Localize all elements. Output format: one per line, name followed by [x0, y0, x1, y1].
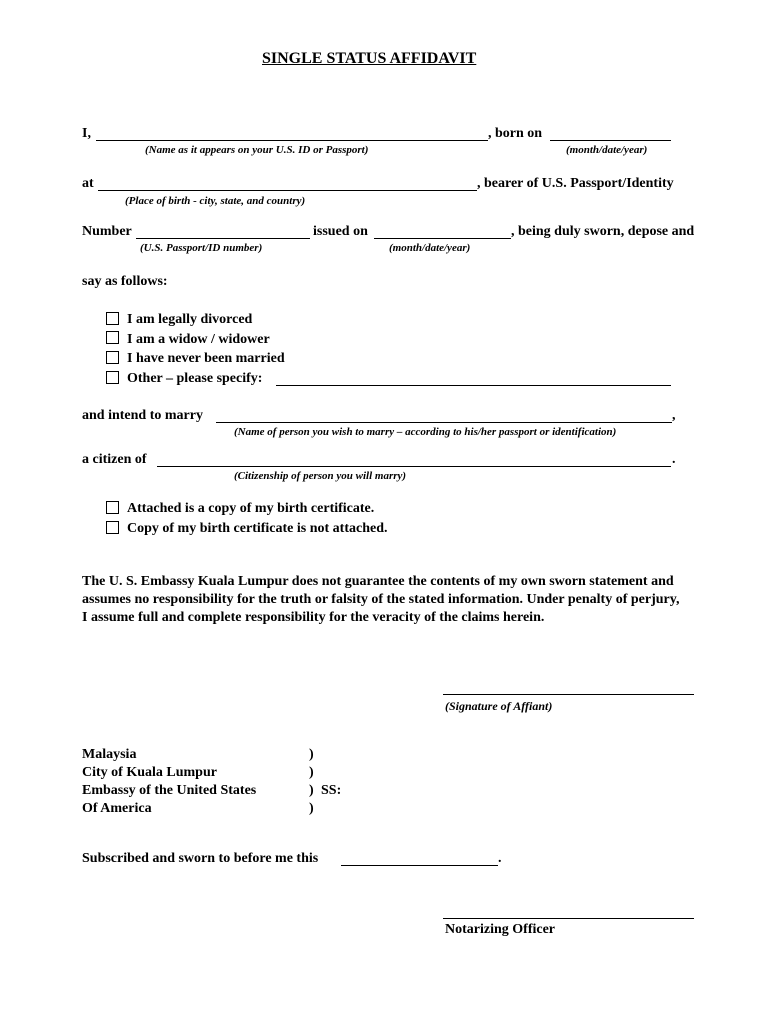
place-prefix-label: at	[82, 176, 94, 191]
widow-label: I am a widow / widower	[127, 332, 270, 347]
birth-date-caption: (month/date/year)	[566, 144, 648, 156]
disclaimer-paragraph: The U. S. Embassy Kuala Lumpur does not guarantee the contents of my own sworn statement and assumes no responsibility for the truth or falsity of the stated information. Under penalty of perjury, I assume full and complete responsibility for the veracity of the claims herein.	[82, 574, 680, 625]
issue-date-field[interactable]	[374, 226, 511, 239]
venue-paren: )	[309, 747, 314, 762]
venue-city: City of Kuala Lumpur	[82, 765, 217, 780]
citizenship-field[interactable]	[157, 454, 671, 467]
certificate-not-attached-label: Copy of my birth certificate is not attached.	[127, 521, 388, 536]
citizenship-caption: (Citizenship of person you will marry)	[234, 470, 407, 482]
never-married-label: I have never been married	[127, 351, 285, 366]
notary-signature-line[interactable]	[443, 918, 694, 919]
venue-country: Malaysia	[82, 747, 137, 762]
place-of-birth-field[interactable]	[98, 178, 477, 191]
other-label: Other – please specify:	[127, 371, 263, 386]
venue-paren: )	[309, 801, 314, 816]
affiant-signature-line[interactable]	[443, 694, 694, 695]
spouse-name-field[interactable]	[216, 410, 672, 423]
issue-date-caption: (month/date/year)	[389, 242, 471, 254]
birth-date-field[interactable]	[550, 128, 671, 141]
issued-on-label: issued on	[313, 224, 368, 239]
passport-number-field[interactable]	[136, 226, 310, 239]
marry-comma: ,	[672, 408, 676, 423]
citizen-label: a citizen of	[82, 452, 147, 467]
page-title: SINGLE STATUS AFFIDAVIT	[262, 50, 477, 67]
divorced-label: I am legally divorced	[127, 312, 253, 327]
marry-label: and intend to marry	[82, 408, 203, 423]
certificate-attached-label: Attached is a copy of my birth certificate.	[127, 501, 375, 516]
place-caption: (Place of birth - city, state, and country)	[125, 195, 306, 207]
name-caption: (Name as it appears on your U.S. ID or Passport)	[145, 144, 369, 156]
venue-paren: )	[309, 765, 314, 780]
certificate-not-attached-checkbox[interactable]	[106, 521, 119, 534]
spouse-name-caption: (Name of person you wish to marry – according to his/her passport or identification)	[234, 426, 617, 438]
number-prefix-label: Number	[82, 224, 132, 239]
name-field[interactable]	[96, 128, 488, 141]
bearer-label: , bearer of U.S. Passport/Identity	[477, 176, 674, 191]
sworn-date-field[interactable]	[341, 853, 498, 866]
notary-label: Notarizing Officer	[445, 922, 556, 937]
venue-embassy: Embassy of the United States	[82, 783, 257, 798]
certificate-attached-checkbox[interactable]	[106, 501, 119, 514]
venue-ss: SS:	[321, 783, 342, 798]
never-married-checkbox[interactable]	[106, 351, 119, 364]
born-on-label: , born on	[488, 126, 543, 141]
venue-paren: )	[309, 783, 314, 798]
venue-america: Of America	[82, 801, 152, 816]
say-as-follows-label: say as follows:	[82, 274, 168, 289]
name-prefix-label: I,	[82, 126, 91, 141]
other-specify-field[interactable]	[276, 373, 671, 386]
other-checkbox[interactable]	[106, 371, 119, 384]
subscribed-label: Subscribed and sworn to before me this	[82, 851, 319, 866]
widow-checkbox[interactable]	[106, 331, 119, 344]
subscribed-period: .	[498, 851, 502, 866]
sworn-label: , being duly sworn, depose and	[511, 224, 695, 239]
citizen-period: .	[672, 452, 676, 467]
divorced-checkbox[interactable]	[106, 312, 119, 325]
passport-number-caption: (U.S. Passport/ID number)	[140, 242, 263, 254]
signature-caption: (Signature of Affiant)	[445, 699, 553, 713]
